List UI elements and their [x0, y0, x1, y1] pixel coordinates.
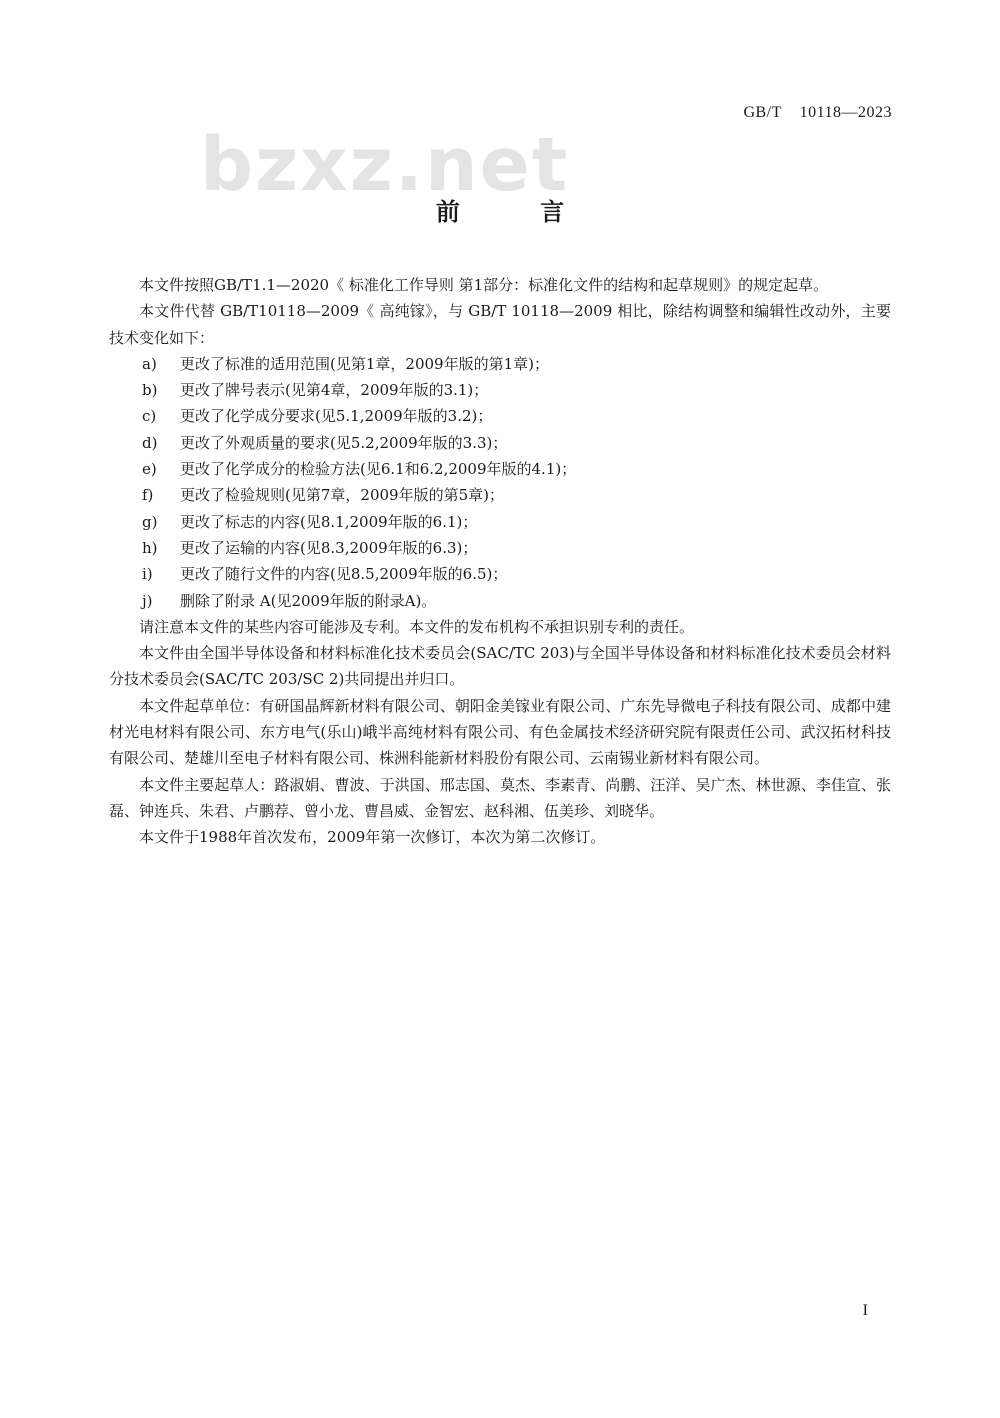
list-item	[109, 509, 891, 535]
list-item-text: 更改了运输的内容(见8.3,2009年版的6.3)；	[180, 538, 478, 557]
list-marker: g)	[142, 512, 158, 531]
list-item-text: 更改了检验规则(见第7章，2009年版的第5章)；	[180, 486, 504, 505]
list-marker: h)	[142, 538, 158, 557]
list-marker: j)	[142, 591, 153, 610]
list-item-text: 更改了标准的适用范围(见第1章，2009年版的第1章)；	[180, 354, 549, 373]
list-item	[109, 351, 891, 377]
paragraph-drafting-units: 本文件起草单位：有研国晶辉新材料有限公司、朝阳金美镓业有限公司、广东先导微电子科技有限公司、成都中建材光电材料有限公司、东方电气(乐山)峨半高纯材料有限公司、有色金属技术经济研究院有限责任公司、武汉拓材科技有限公司、楚雄川至电子材料有限公司、株洲科能新材料股份有限公司、云南锡业新材料有限公司。	[109, 696, 891, 768]
list-item-text: 更改了标志的内容(见8.1,2009年版的6.1)；	[180, 512, 478, 531]
standard-number: GB/T 10118—2023	[743, 104, 892, 121]
list-marker: f)	[142, 486, 154, 505]
list-item-text: 更改了化学成分的检验方法(见6.1和6.2,2009年版的4.1)；	[180, 460, 577, 479]
technical-changes-list	[109, 351, 891, 614]
list-item	[109, 535, 891, 561]
list-marker: c)	[142, 407, 157, 426]
list-marker: i)	[142, 565, 153, 584]
list-marker: d)	[142, 433, 158, 452]
paragraph-history: 本文件于1988年首次发布，2009年第一次修订，本次为第二次修订。	[139, 828, 606, 847]
list-item-text: 删除了附录 A(见2009年版的附录A)。	[180, 591, 437, 610]
paragraph-replacement: 本文件代替 GB/T10118—2009《 高纯镓》，与 GB/T 10118—2009 相比，除结构调整和编辑性改动外，主要技术变化如下：	[109, 302, 891, 347]
list-item-text: 更改了化学成分要求(见5.1,2009年版的3.2)；	[180, 407, 493, 426]
watermark: bzxz.net	[200, 122, 570, 208]
paragraph-patent-notice: 请注意本文件的某些内容可能涉及专利。本文件的发布机构不承担识别专利的责任。	[139, 617, 695, 636]
list-item	[109, 456, 891, 482]
list-item	[109, 430, 891, 456]
list-item-text: 更改了外观质量的要求(见5.2,2009年版的3.3)；	[180, 433, 508, 452]
foreword-body	[109, 272, 891, 851]
list-marker: a)	[142, 354, 157, 373]
list-item-text: 更改了随行文件的内容(见8.5,2009年版的6.5)；	[180, 565, 508, 584]
list-item	[109, 588, 891, 614]
list-item	[109, 561, 891, 587]
list-item	[109, 377, 891, 403]
page-number: I	[862, 1302, 868, 1319]
list-marker: e)	[142, 460, 157, 479]
paragraph-drafting-rules: 本文件按照GB/T1.1—2020《 标准化工作导则 第1部分：标准化文件的结构和起草规则》的规定起草。	[139, 276, 829, 294]
paragraph-committee: 本文件由全国半导体设备和材料标准化技术委员会(SAC/TC 203)与全国半导体设备和材料标准化技术委员会材料分技术委员会(SAC/TC 203/SC 2)共同提出并归口。	[109, 644, 891, 689]
list-item	[109, 403, 891, 429]
list-item	[109, 482, 891, 508]
list-item-text: 更改了牌号表示(见第4章，2009年版的3.1)；	[180, 381, 489, 400]
page-title: 前 言	[435, 198, 601, 226]
paragraph-drafters: 本文件主要起草人：路淑娟、曹波、于洪国、邢志国、莫杰、李素青、尚鹏、汪洋、吴广杰、林世源、李佳宣、张磊、钟连兵、朱君、卢鹏荐、曾小龙、曹昌威、金智宏、赵科湘、伍美珍、刘晓华。	[109, 775, 891, 820]
list-marker: b)	[142, 381, 158, 400]
